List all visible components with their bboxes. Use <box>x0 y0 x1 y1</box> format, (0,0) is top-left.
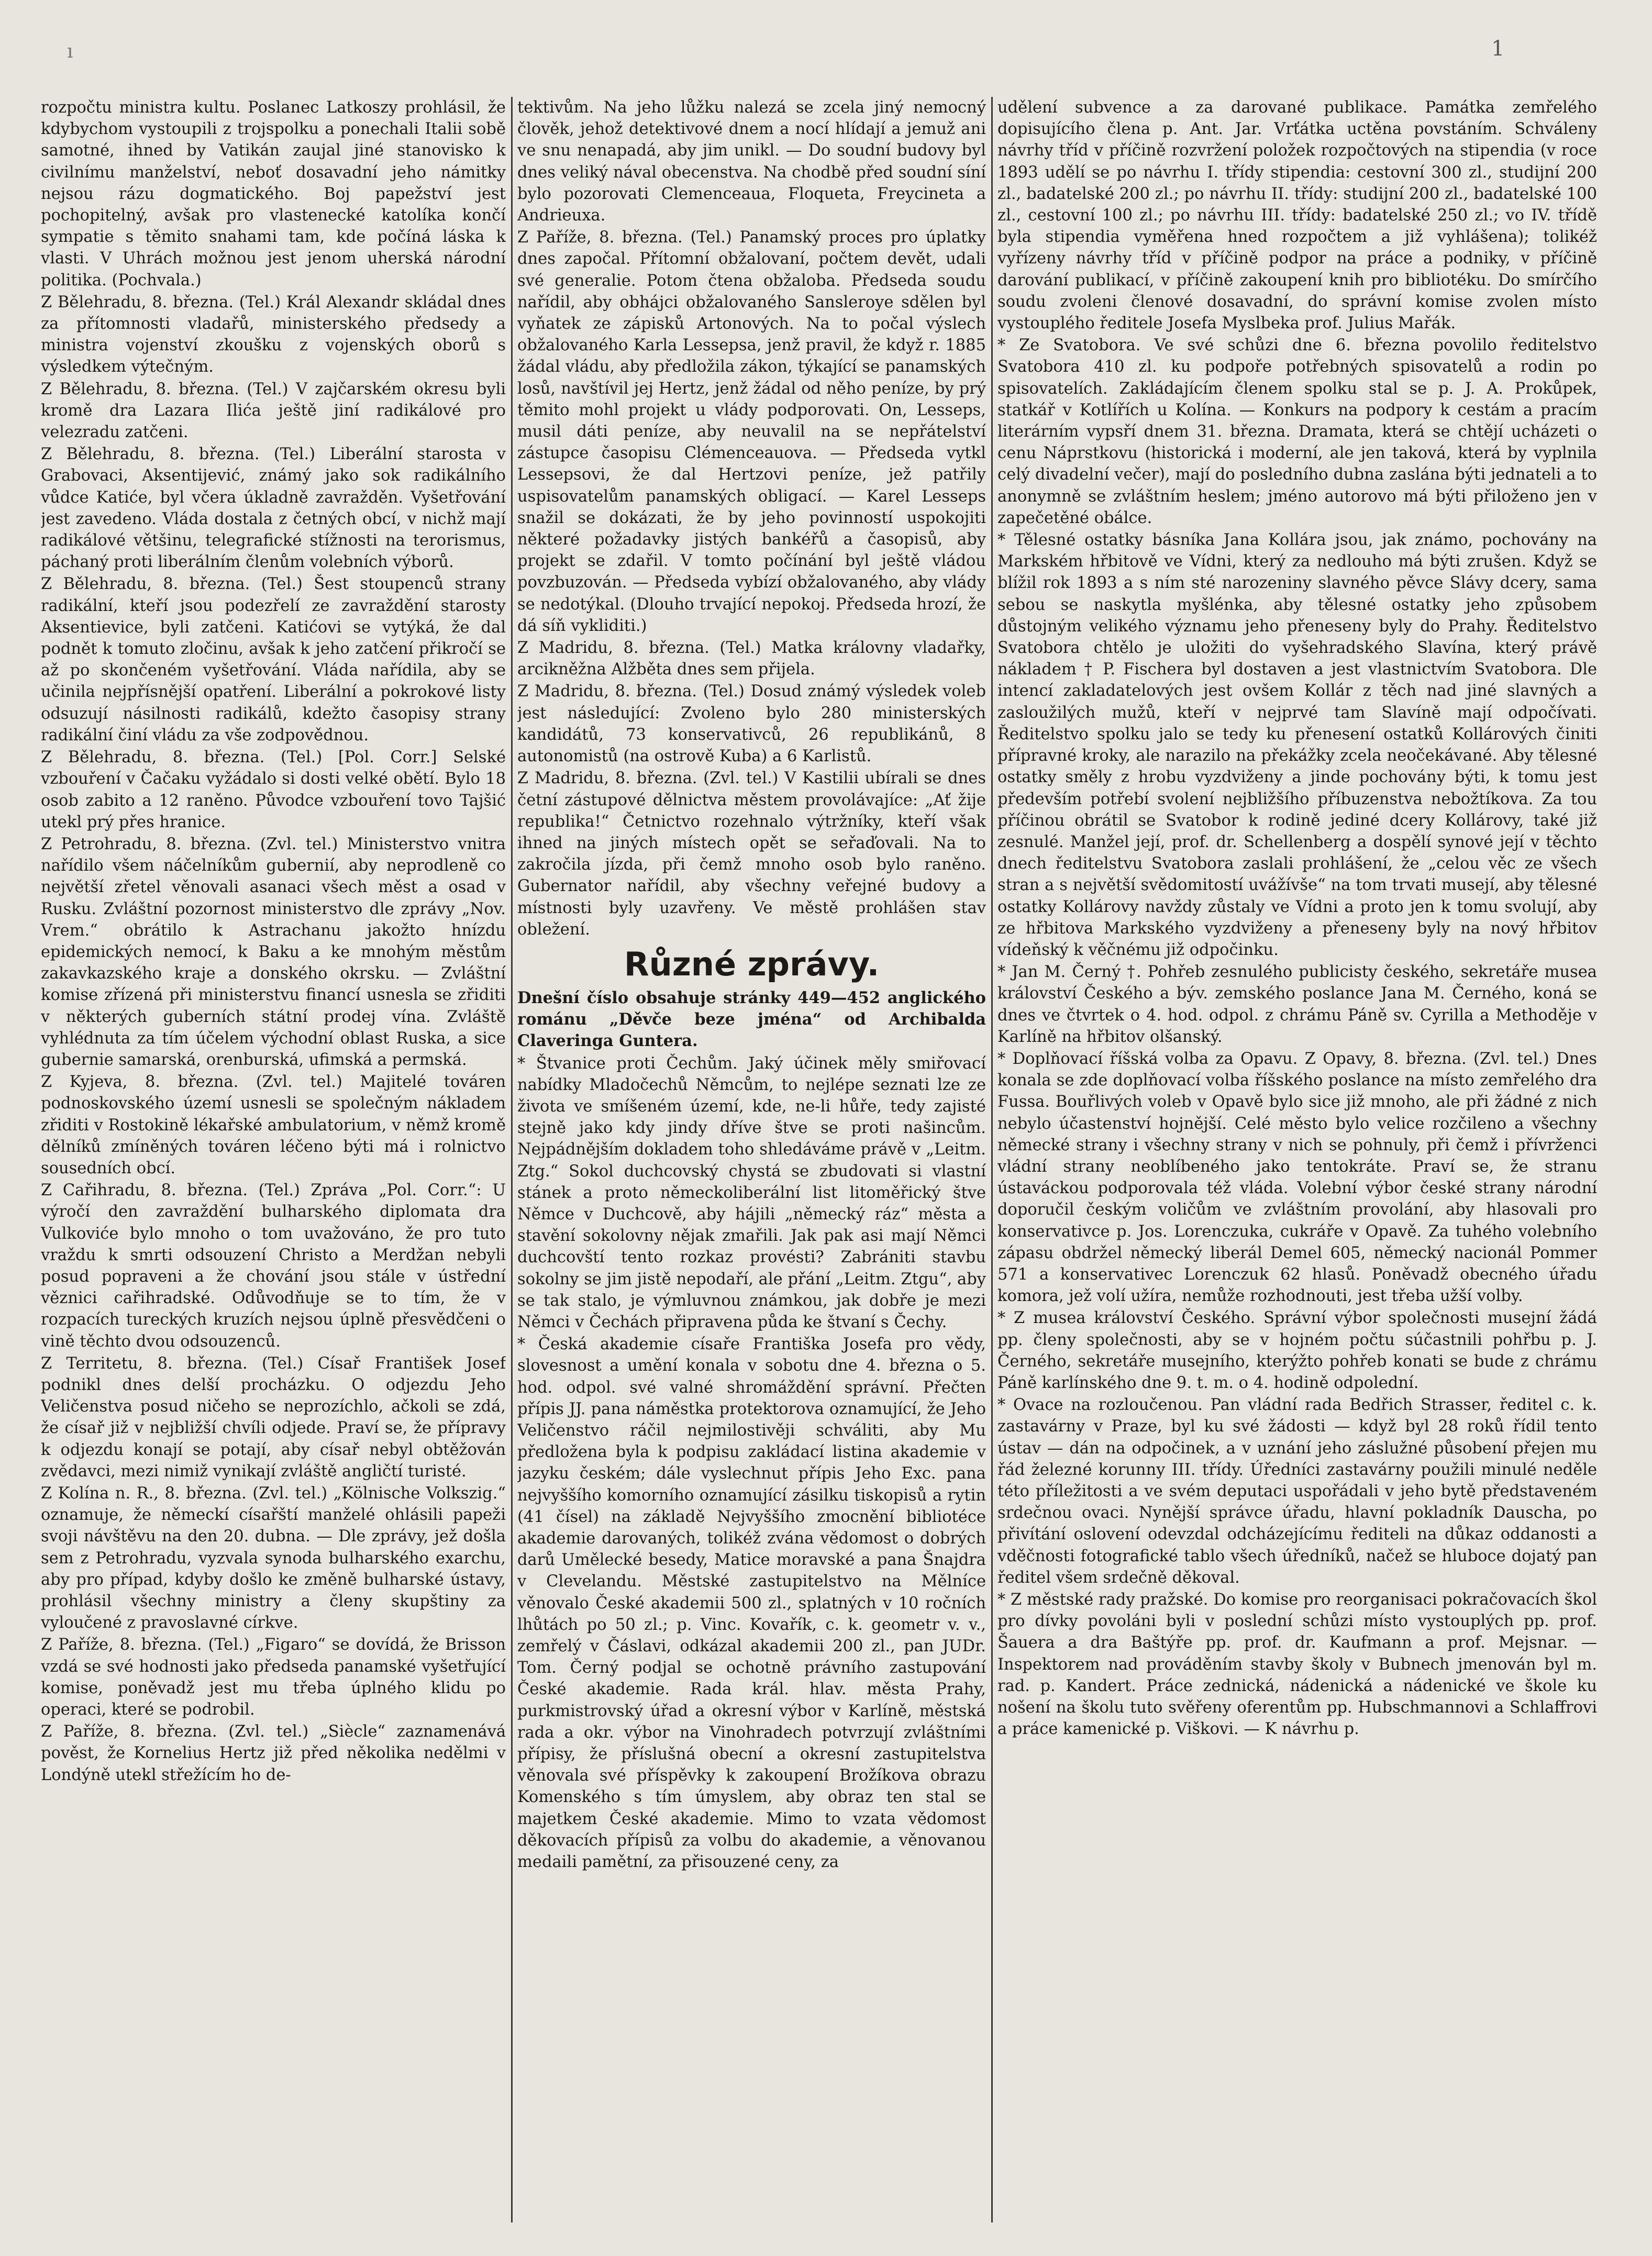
paragraph: * Ovace na rozloučenou. Pan vládní rada Bedřich Strasser, ředitel c. k. zastavárny v Praze, byl ku své žádosti — když byl 28 roků řídil tento ústav — dán na odpočinek, a v uznání jeho záslužné působení přejen mu řád železné korunny III. třídy. Úředníci zastavárny použili minulé neděle této příležitosti a ve svém deputaci uspořádali v jeho bytě představeném srdečnou ovaci. Nynější správce úřadu, hlavní pokladník Dauscha, po přivítání oslovení odevzdal odcházejícímu řediteli na důkaz oddanosti a vděčnosti fotografické tablo všech úředníků, načež se hluboce dojatý pan ředitel všem srdečně děkoval. <box>997 1396 1597 1587</box>
column-divider <box>991 97 993 2222</box>
paragraph: Z Paříže, 8. března. (Tel.) „Figaro“ se dovídá, že Brisson vzdá se své hodnosti jako předseda panamské vyšetřující komise, poněvadž jest mu třeba úplného klidu po operaci, které se podrobil. <box>41 1636 506 1719</box>
paragraph: udělení subvence a za darované publikace. Památka zemřelého dopisujícího člena p. Ant. Jar. Vrťátka uctěna povstáním. Schváleny návrhy tříd v příčině rozvržení položek rozpočtových na stipendia (v roce 1893 udělí se po návrhu I. třídy stipendia: cestovní 300 zl., studijní 200 zl., badatelské 200 zl.; po návrhu II. třídy: studijní 200 zl., badatelské 100 zl., cestovní 100 zl.; po návrhu III. třídy: badatelské 250 zl.; vo IV. třídě byla stipendia vyměřena hned rozpočtem a již vyhlášena); tolikéž vyřízeny návrhy tříd v příčině podpor na práce a podniky, v příčině darování publikací, v příčině zakoupení knih pro bibliotéku. Do smírčího soudu zvoleni členové dosavadní, do správní komise zvolen místo vystouplého ředitele Josefa Myslbeka prof. Julius Mařák. <box>997 98 1597 333</box>
page-number: 1 <box>1491 37 1505 61</box>
paragraph: Z Bělehradu, 8. března. (Tel.) Liberální starosta v Grabovaci, Aksentijević, známý jako sok radikálního vůdce Katiće, byl včera úkladně zavražděn. Vyšetřování jest zavedeno. Vláda dostala z četných obcí, v nichž mají radikálové většinu, telegrafické stížnosti na terorismus, páchaný proti liberálním členům volebních výborů. <box>41 445 506 572</box>
paragraph: Z Paříže, 8. března. (Tel.) Panamský proces pro úplatky dnes započal. Přítomní obžalovaní, počtem devět, udali své generalie. Potom čtena obžaloba. Předseda soudu nařídil, aby obhájci obžalovaného Sansleroye sdělen byl vyňatek ze zápisků Artonových. Na to počal výslech obžalovaného Karla Lessepsa, jenž pravil, že když r. 1885 žádal vládu, aby předložila zákon, týkající se panamských losů, navštívil jej Hertz, jenž žádal od něho peníze, by prý těmito mohl projekt u vlády podporovati. On, Lesseps, musil dáti peníze, aby neuvalil na se nepřátelství zástupce časopisu Clémenceauova. — Předseda vytkl Lessepsovi, že dal Hertzovi peníze, jež patřily uspisovatelům panamských obligací. — Karel Lesseps snažil se dokázati, že by jeho povinností uspokojiti některé požadavky jistých bankéřů a časopisů, aby projekt se zdařil. V tomto počínání byl ještě vládou povzbuzován. — Předseda vybízí obžalovaného, aby vlády se nedotýkal. (Dlouho trvající nepokoj. Předseda hrozí, že dá síň vykliditi.) <box>517 228 986 635</box>
paragraph: * Z musea království Českého. Správní výbor společnosti musejní žádá pp. členy společnosti, aby se v hojném počtu súčastnili pohřbu p. J. Černého, sekretáře musejního, kterýžto pohřeb konati se bude z chrámu Páně karlínského dne 9. t. m. o 4. hodině odpolední. <box>997 1309 1597 1392</box>
paragraph: Z Bělehradu, 8. března. (Tel.) Šest stoupenců strany radikální, kteří jsou podezřelí ze zavraždění starosty Aksentievice, byli zatčeni. Katićovi se vytýká, že dal podnět k tomuto zločinu, avšak k jeho zatčení přikročí se až po skončeném vyšetřování. Vláda nařídila, aby se učinila nejpřísnější opatření. Liberální a pokrokové listy odsuzují násilnosti radikálů, kdežto časopisy strany radikální činí vládu za vše zodpovědnou. <box>41 575 506 744</box>
column-1 <box>41 97 506 2222</box>
paragraph: Z Bělehradu, 8. března. (Tel.) Král Alexandr skládal dnes za přítomnosti vladařů, ministerského předsedy a ministra vojenství zkoušku z vojenských oborů s výsledkem výtečným. <box>41 293 506 376</box>
paragraph: Z Petrohradu, 8. března. (Zvl. tel.) Ministerstvo vnitra nařídilo všem náčelníkům gubernií, aby neprodleně co největší zřetel věnovali asanaci všech měst a osad v Rusku. Zvláštní pozornost ministerstvo dle zprávy „Nov. Vrem.“ obrátilo k Astrachanu jakožto hnízdu epidemických nemocí, k Baku a ke mnohým městům zakavkazského kraje a donského okrsku. — Zvláštní komise zřízená při ministerstvu financí usnesla se zřiditi v některých guberních státní prodej vína. Zvláště vyhlédnuta za tím účelem východní oblast Ruska, a sice gubernie samarská, orenburská, ufimská a permská. <box>41 835 506 1069</box>
column-2 <box>517 97 986 2222</box>
paragraph: Z Bělehradu, 8. března. (Tel.) [Pol. Corr.] Selské vzbouření v Čačaku vyžádalo si dosti velké obětí. Bylo 18 osob zabito a 12 raněno. Původce vzbouření tovo Tajšić utekl prý přes hranice. <box>41 748 506 831</box>
column-3 <box>997 97 1597 2222</box>
paragraph: * Ze Svatobora. Ve své schůzi dne 6. března povolilo ředitelstvo Svatobora 410 zl. ku podpoře potřebných spisovatelů a rodin po spisovatelích. Zakládajícím členem spolku stal se p. J. A. Prokůpek, statkář v Kotlířích u Kolína. — Konkurs na podpory k cestám a pracím literárním vypsří dnem 31. března. Dramata, která se chtějí ucházeti o cenu Náprstkovu (historická i moderní, ale jen taková, která by vyplnila celý divadelní večer), mají do posledního dubna zaslána býti jednateli a to anonymně se zvláštním heslem; jméno autorovo má býti přiloženo jen v zapečetěné obálce. <box>997 336 1597 527</box>
paragraph: * Česká akademie císaře Františka Josefa pro vědy, slovesnost a umění konala v sobotu dne 4. března o 5. hod. odpol. své valné shromáždění správní. Přečten přípis JJ. pana náměstka protektorova oznamující, že Jeho Veličenstvo ráčil nejmilostivěji schváliti, aby Mu předložena byla k podpisu zakládací listina akademie v jazyku českém; dále vyslechnut přípis Jeho Exc. pana nejvyššího komorního oznamující zásilku tiskopisů a rytin (41 čísel) na základě Nejvyššího zmocnění bibliotéce akademie darovaných, tolikéž zvána vědomost o dobrých darů Umělecké besedy, Matice moravské a pana Šnajdra v Clevelandu. Městské zastupitelstvo na Mělníce věnovalo České akademii 500 zl., splatných v 10 ročních lhůtách po 50 zl.; p. Vinc. Kovařík, c. k. geometr v. v., zemřelý v Čáslavi, odkázal akademii 200 zl., pan JUDr. Tom. Černý podjal se ochotně právního zastupování České akademie. Rada král. hlav. města Prahy, purkmistrovský úřad a okresní výbor v Karlíně, městská rada a okr. výbor na Vinohradech potvrzují zvláštními přípisy, že příslušná obecní a okresní zastupitelstva věnovala své příspěvky k zakoupení Brožíkova obrazu Komenského s tím úmyslem, aby obraz ten stal se majetkem České akademie. Mimo to vzata vědomost děkovacích přípisů za volbu do akademie, a věnovanou medaili pamětní, za přisouzené ceny, za <box>517 1335 986 1872</box>
paragraph: Dnešní číslo obsahuje stránky 449—452 anglického románu „Děvče beze jména“ od Archibalda Claveringa Guntera. <box>517 988 986 1051</box>
paragraph: Z Kolína n. R., 8. března. (Zvl. tel.) „Kölnische Volkszig.“ oznamuje, že německí císařští manželé ohlásili papeži svoji návštěvu na den 20. dubna. — Dle zprávy, jež došla sem z Petrohradu, vyzvala synoda bulharského exarchu, aby pro případ, kdyby došlo ke změně bulharské ústavy, prohlásil všechny ministry a členy skupštiny za vyloučené z pravoslavné církve. <box>41 1484 506 1632</box>
paragraph: * Doplňovací říšská volba za Opavu. Z Opavy, 8. března. (Zvl. tel.) Dnes konala se zde doplňovací volba říšského poslance na místo zemřelého dra Fussa. Bouřlivých voleb v Opavě bylo sice již mnoho, ale při žádné z nich nebylo účastenství hojnější. Celé město bylo velice rozčileno a všechny německé strany i všechny strany v nich se pohnuly, při čemž i přívrženci vládní strany neoblíbeného jako tentokráte. Praví se, že stranu ústaváckou podporovala též vláda. Volební výbor české strany národní doporučil českým voličům ve zvláštním provolání, aby hlasovali pro konservativce p. Jos. Lorenczuka, cukráře v Opavě. Za tuhého volebního zápasu obdržel německý liberál Demel 605, německý nacionál Pommer 571 a konservativec Lorenczuk 62 hlasů. Poněvadž obecného úřadu komora, jež volí užíra, nemůže rozhodnouti, jest třeba užší volby. <box>997 1049 1597 1306</box>
paragraph: rozpočtu ministra kultu. Poslanec Latkoszy prohlásil, že kdybychom vystoupili z trojspolku a ponechali Italii sobě samotné, ihned by Vatikán zaujal jiné stanovisko k civilnímu manželství, neboť dosavadní jeho námitky nejsou rázu dogmatického. Boj papežství jest pochopitelný, avšak pro vlastenecké katolíka končí sympatie s těmito snahami tam, kde počíná láska k vlasti. V Uhrách možnou jest jenom uherská národní politika. (Pochvala.) <box>41 98 506 290</box>
paragraph: Z Madridu, 8. března. (Tel.) Dosud známý výsledek voleb jest následující: Zvoleno bylo 280 ministerských kandidátů, 73 konservativců, 26 republikánů, 8 autonomistů (na ostrově Kuba) a 6 Karlistů. <box>517 682 986 766</box>
section-title: Různé zprávy. <box>624 944 880 983</box>
paragraph: Z Bělehradu, 8. března. (Tel.) V zajčarském okresu byli kromě dra Lazara Ilića ještě jiní radikálové pro velezradu zatčeni. <box>41 380 506 442</box>
paragraph: Z Madridu, 8. března. (Tel.) Matka královny vladařky, arcikněžna Alžběta dnes sem přijela. <box>517 639 986 679</box>
paragraph: * Z městské rady pražské. Do komise pro reorganisaci pokračovacích škol pro dívky povoláni byli v poslední schůzi místo vystouplých pp. prof. Šauera a dra Baštýře pp. prof. dr. Kaufmann a prof. Mejsnar. — Inspektorem nad prováděním stavby školy v Bubnech jmenován byl m. rad. p. Kandert. Práce zednická, nádenická a nádenické ve škole ku nošení na školu tuto svěřeny oferentům pp. Hubschmannovi a Schlaffrovi a práce kamenické p. Viškovi. — K návrhu p. <box>997 1591 1597 1739</box>
paragraph: Z Madridu, 8. března. (Zvl. tel.) V Kastilii ubírali se dnes četní zástupové dělnictva městem provolávajíce: „Ať žije republika!“ Četnictvo rozehnalo výtržníky, kteří však ihned na jiných místech opět se seřaďovali. Na to zakročila jízda, při čemž mnoho osob bylo raněno. Gubernator nařídil, aby všechny veřejné budovy a místnosti byly uzavřeny. Ve městě prohlášen stav obležení. <box>517 769 986 939</box>
paragraph: * Tělesné ostatky básníka Jana Kollára jsou, jak známo, pochovány na Markském hřbitově ve Vídni, který za nedlouho má býti zrušen. Když se blížil rok 1893 a s ním sté narozeniny slavného pěvce Slávy dcery, sama sebou se naskytla myšlénka, aby tělesné ostatky jeho způsobem důstojným velikého významu jeho přeneseny byly do Prahy. Ředitelstvo Svatobora chtělo je uložiti do vyšehradského Slavína, který právě nákladem † P. Fischera byl dostaven a jest vlastnictvím Svatobora. Dle intencí zakladatelových jest ovšem Kollár z těch nad jiné slavných a zasloužilých mužů, kteří v nejprvé tam Slavíně mají odpočívati. Ředitelstvo spolku jalo se tedy ku přenesení ostatků Kollárových činiti přípravné kroky, ale narazilo na překážky zcela neočekávané. Aby tělesné ostatky směly z hrobu vyzdviženy a jinde pochovány býti, k tomu jest především potřebí svolení nejbližšího příbuzenstva nebožtíkova. Za tou příčinou obrátil se Svatobor k rodině jediné dcery Kollárovy, také již zesnulé. Manžel její, prof. dr. Schellenberg a dospělí synové její v těchto dnech ředitelstvu Svatobora zaslali prohlášení, že „celou věc ze všech stran a s největší svědomitostí uvážívše“ na tom trvati musejí, aby tělesné ostatky Kollárovy navždy zůstaly ve Vídni a proto jen k tomu svolují, aby ze hřbitova Markského vyzdviženy a přeneseny byly na nový hřbitov vídeňský k věčnému již odpočinku. <box>997 531 1597 959</box>
column-divider <box>511 97 513 2222</box>
paragraph: tektivům. Na jeho lůžku nalezá se zcela jiný nemocný člověk, jehož detektivové dnem a nocí hlídají a jemuž ani ve snu nenapadá, aby jim unikl. — Do soudní budovy byl dnes veliký nával obecenstva. Na chodbě před soudní síní bylo pozorovati Clemenceaua, Floqueta, Freycineta a Andrieuxa. <box>517 98 986 225</box>
paragraph: Z Paříže, 8. března. (Zvl. tel.) „Siècle“ zaznamenává pověst, že Kornelius Hertz již před několika nedělmi v Londýně utekl střežícím ho de- <box>41 1722 506 1784</box>
page-mark: ı <box>67 41 73 62</box>
paragraph: * Štvanice proti Čechům. Jaký účinek měly smiřovací nabídky Mladočechů Němcům, to nejlépe seznati lze ze života ve smíšeném území, kde, ne-li hůře, tedy zajisté stejně jako kdy jindy dříve štve se proti našincům. Nejpádnějším dokladem toho shledáváme právě v „Leitm. Ztg.“ Sokol duchcovský chystá se zbudovati si vlastní stánek a proto německoliberální list litoměřický štve Němce v Duchcově, aby hájili „německý ráz“ města a stavění sokolovny nějak zmařili. Jak pak asi mají Němci duchcovští tento rozkaz provésti? Zabrániti stavbu sokolny se jim jistě nepodaří, ale přání „Leitm. Ztgu“, aby se tak stalo, je výmluvnou známkou, jak dobře je mezi Němci v Čechách připravena půda ke štvaní s Čechy. <box>517 1054 986 1331</box>
paragraph: Z Kyjeva, 8. března. (Zvl. tel.) Majitelé továren podnoskovského území usnesli se společným nákladem zřiditi v Rostokině lékařské ambulatorium, v němž kromě dělníků zmíněných továren léčeno býti má i rolnictvo sousedních obcí. <box>41 1073 506 1177</box>
paragraph: * Jan M. Černý †. Pohřeb zesnulého publicisty českého, sekretáře musea království Českého a býv. zemského poslance Jana M. Černého, koná se dnes ve čtvrtek o 4. hod. odpol. z chrámu Páně sv. Cyrilla a Methoděje v Karlíně na hřbitov olšanský. <box>997 963 1597 1046</box>
paragraph: Z Cařihradu, 8. března. (Tel.) Zpráva „Pol. Corr.“: U výročí den zavraždění bulharského diplomata dra Vulkoviće bylo mnoho o tom uvažováno, že pro tuto vraždu k smrti odsouzení Christo a Merdžan nebyli posud popraveni a že chování jsou stále v ústřední věznici cařihradské. Odůvodňuje se to tím, že v rozpacích tureckých kruzích nejsou úplně přesvědčeni o vině těchto dvou odsouzenců. <box>41 1181 506 1351</box>
paragraph: Z Territetu, 8. března. (Tel.) Císař František Josef podnikl dnes delší procházku. O odjezdu Jeho Veličenstva posud ničeho se neprozíchlo, ačkoli se zdá, že císař již v nejbližší chvíli odjede. Praví se, že přípravy k odjezdu konají se potají, aby císař nebyl obtěžován zvědavci, mezi nimiž vynikají zvláště angličtí turisté. <box>41 1354 506 1481</box>
